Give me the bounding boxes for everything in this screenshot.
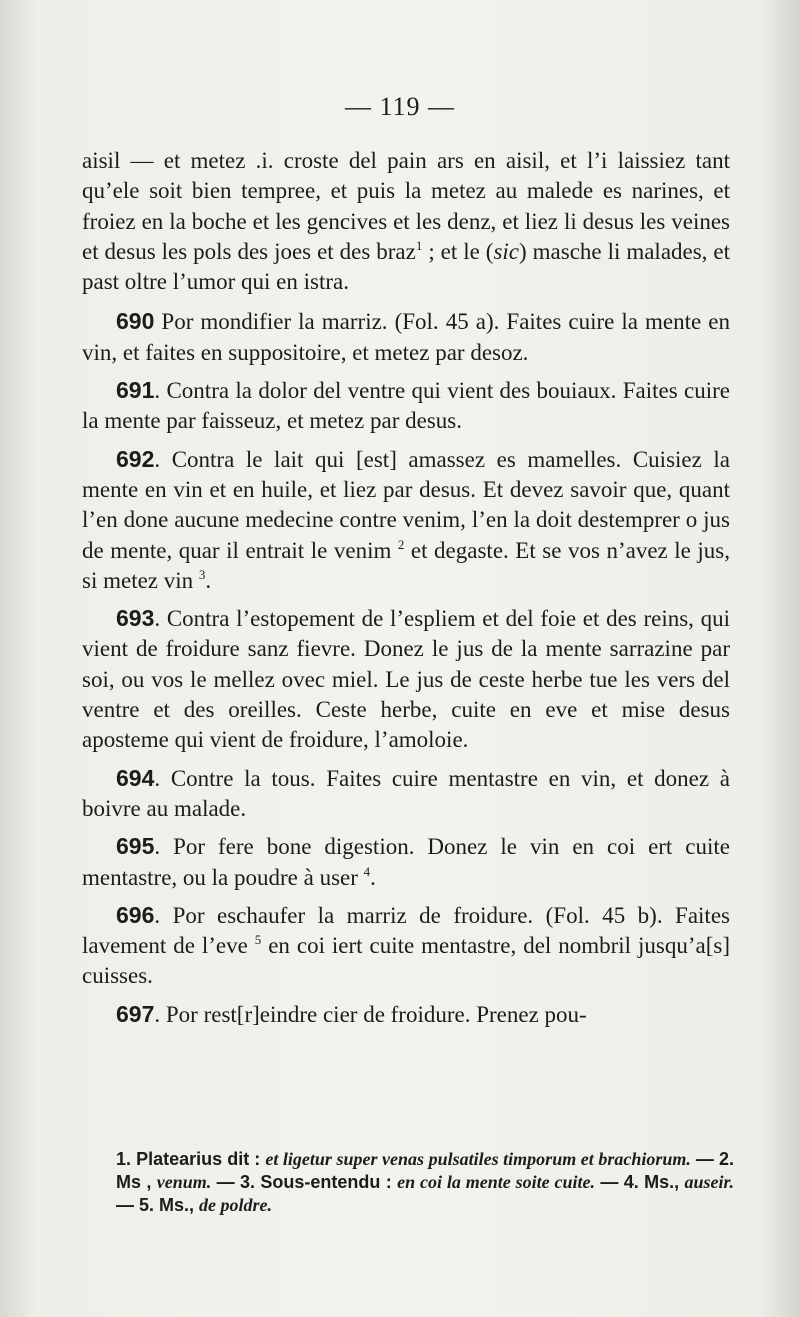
entry-693 — [82, 603, 730, 755]
footnote-ref: 2 — [397, 536, 405, 552]
entry-697 — [82, 999, 730, 1030]
entry-number: 695 — [116, 833, 155, 860]
entry-number: 690 — [116, 308, 155, 335]
entry-text: . Contre la tous. Faites cuire mentastre en vin, et donez à boivre au malade. — [82, 765, 730, 821]
entry-text: . Por eschaufer la marriz de froidure. (Fol. 45 b). Faites lavement de l’eve — [82, 902, 730, 959]
entry-692 — [82, 444, 730, 596]
entry-696 — [82, 900, 730, 992]
entry-text: . Contra la dolor del ventre qui vient des bouiaux. Faites cuire la mente par faisseuz, et metez par desus. — [82, 378, 730, 434]
entry-text: . Por rest[r]eindre cier de froidure. Prenez pou- — [154, 1001, 587, 1027]
entry-text: . Contra l’estopement de l’espliem et del foie et des reins, qui vient de froidure sanz fievre. Donez le jus de la mente sarrazine par soi, ou vos le mellez ovec miel. Le jus de ceste herbe tue les vers del ventre et des oreilles. Ceste herbe, cuite en eve et mise desus apostеme qui vient de froidure, l’amoloie. — [82, 606, 730, 753]
entry-text: en coi iert cuite mentastre, del nombril jusqu’a[s] cuisses. — [82, 933, 730, 989]
footnote-ref: 1 — [415, 237, 423, 253]
footnote-text: 1. Platearius dit : — [116, 1149, 266, 1169]
footnote-text: — 2. Ms , — [116, 1149, 735, 1192]
paragraph-continuation — [82, 146, 730, 297]
entry-number: 696 — [116, 901, 155, 928]
footnote-italic: en coi la mente soite cuite. — [397, 1172, 595, 1192]
text: ) masche li malades, et past oltre l’umor qui en istra. — [82, 238, 730, 295]
text: ; et le ( — [422, 238, 494, 264]
footnote-italic: venum. — [156, 1172, 212, 1192]
footnote-italic: auseir. — [684, 1172, 734, 1192]
footnote-block — [82, 1148, 734, 1217]
footnote-italic: de poldre. — [199, 1195, 273, 1215]
footnote-italic: et ligetur super venas pulsatiles timporum et brachiorum. — [265, 1149, 691, 1169]
footnote-ref: 4 — [363, 863, 371, 879]
entry-number: 697 — [116, 1000, 155, 1027]
entry-number: 694 — [116, 764, 155, 791]
entry-text: . — [370, 864, 376, 890]
entry-text: . Por fere bone digestion. Donez le vin en coi ert cuite mentastre, ou la poudre à user — [82, 834, 730, 890]
footnote-ref: 5 — [254, 932, 262, 948]
body-text — [82, 146, 730, 1037]
page-number: — 119 — — [344, 92, 456, 121]
text: aisil — et metez .i. croste del pain ars en aisil, et l’i laissiez tant qu’ele soit bien tempree, et puis la metez au malede es narines, et froiez en la boche et les gencives et les denz, et liez li desus les veines et desus les pols des joes et des braz — [82, 148, 730, 264]
footnote-text: — 4. Ms., — [594, 1172, 685, 1192]
footnotes — [82, 1148, 734, 1217]
italic-text: sic — [493, 238, 520, 264]
entry-text: et degaste. Et se vos n’avez le jus, si metez vin — [82, 537, 731, 593]
entry-text: . — [205, 567, 212, 593]
entry-694 — [82, 763, 730, 825]
entry-number: 692 — [116, 445, 155, 472]
entry-text: Por mondifier la marriz. (Fol. 45 a). Faites cuire la mente en vin, et faites en suppositoire, et metez par desoz. — [82, 309, 730, 365]
entry-number: 693 — [116, 605, 155, 632]
entry-695 — [82, 831, 730, 893]
footnote-ref: 3 — [198, 566, 206, 582]
entry-691 — [82, 375, 730, 437]
entry-text: . Contra le lait qui [est] amassez es mamelles. Cuisiez la mente en vin et en huile, et liez par desus. Et devez savoir que, quant l’en done aucune medecine contre venim, l’en la doit destemprer o jus de mente, quar il entrait le venim — [82, 446, 730, 563]
entry-number: 691 — [116, 377, 155, 404]
entry-690 — [82, 306, 730, 368]
footnote-text: — 3. Sous-entendu : — [211, 1172, 398, 1192]
footnote-text: — 5. Ms., — [116, 1195, 200, 1215]
